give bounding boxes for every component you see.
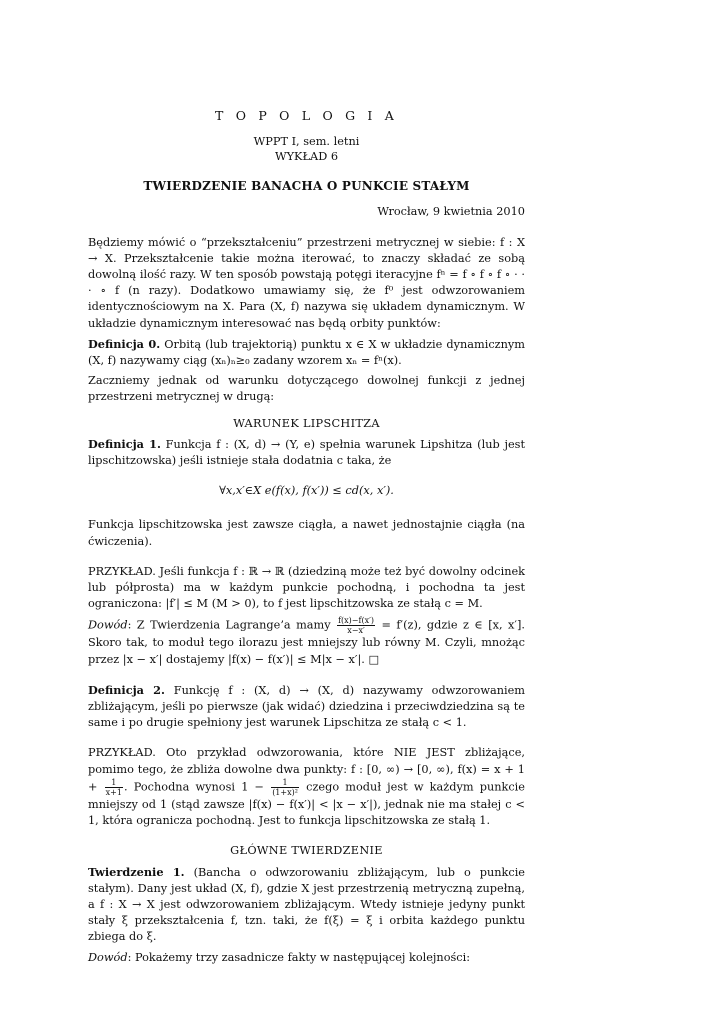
intro-paragraph: Będziemy mówić o “przekształceniu” przestrzeni metrycznej w siebie: f : X → X. Przekształcenie takie można iterować, to znaczy składać ze sobą dowolną ilość razy. W ten sposób powstają potęgi iteracyjne fⁿ = f ∘ f ∘ f ∘ · · · ∘ f (n razy). Dodatkowo umawiamy się, że f⁰ jest odwzorowaniem identycznościowym na X. Para (X, f) nazywa się układem dynamicznym. W układzie dynamicznym interesować nas będą orbity punktów: — [88, 235, 525, 330]
section-heading-lipschitz: WARUNEK LIPSCHITZA — [233, 416, 380, 430]
fraction-numerator: 1 — [271, 778, 299, 788]
proof-2-label: Dowód — [88, 950, 128, 964]
section-heading-main-theorem: GŁÓWNE TWIERDZENIE — [230, 844, 383, 858]
example-2 — [88, 745, 525, 829]
proof-2-text: : Pokażemy trzy zasadnicze fakty w następującej kolejności: — [127, 950, 471, 964]
example-1: PRZYKŁAD. Jeśli funkcja f : ℝ → ℝ (dziedziną może też być dowolny odcinek lub półprosta) ma w każdym punkcie pochodną, i pochodna ta jest ograniczona: |f′| ≤ M (M > 0), to f jest lipschitzowska ze stałą c = M. — [88, 564, 525, 611]
theorem-1 — [88, 864, 525, 946]
fraction-numerator: 1 — [105, 778, 123, 788]
course-info: WPPT I, sem. letni — [253, 135, 360, 149]
proof-2 — [88, 950, 525, 966]
lecture-date: Wrocław, 9 kwietnia 2010 — [377, 205, 525, 219]
definition-2-text: Funkcję f : (X, d) → (X, d) nazywamy odwzorowaniem zbliżającym, jeśli po pierwsze (jak widać) dziedzina i przeciwdziedzina są te same i po drugie spełniony jest warunek Lipschitza ze stałą c < 1. — [88, 683, 526, 730]
course-title: T O P O L O G I A — [215, 108, 398, 123]
proof-1-text-b: = f′(z), gdzie z ∈ [x, x′]. Skoro tak, to moduł tego ilorazu jest mniejszy lub równy M. Czyli, mnożąc przez |x − x′| dostajemy |f(x) − f(x′)| ≤ M|x − x′|. □ — [88, 618, 525, 666]
fraction-derivative-term — [271, 778, 299, 797]
definition-1-text: Funkcja f : (X, d) → (Y, e) spełnia warunek Lipshitza (lub jest lipschitzowska) jeśli istnieje stała dodatnia c taka, że — [88, 437, 525, 468]
transition-paragraph: Zaczniemy jednak od warunku dotyczącego dowolnej funkcji z jednej przestrzeni metrycznej w drugą: — [88, 374, 525, 404]
fraction-denominator: x−x′ — [347, 626, 365, 636]
lecture-main-title: TWIERDZENIE BANACHA O PUNKCIE STAŁYM — [143, 179, 470, 194]
example-2-text-a: PRZYKŁAD. Oto przykład odwzorowania, które NIE JEST zbliżające, pomimo tego, że zbliża dowolne dwa punkty: f : [0, ∞) → [0, ∞), f(x) = x + 1 + — [88, 746, 525, 794]
lipschitz-continuity-note: Funkcja lipschitzowska jest zawsze ciągła, a nawet jednostajnie ciągła (na ćwiczenia). — [88, 518, 525, 548]
difference-quotient-fraction — [337, 616, 375, 635]
fraction-numerator: f(x)−f(x′) — [338, 616, 375, 626]
definition-0-label: Definicja 0. — [88, 336, 161, 351]
lipschitz-formula: ∀x,x′∈X e(f(x), f(x′)) ≤ cd(x, x′). — [219, 484, 394, 498]
definition-1-label: Definicja 1. — [88, 436, 161, 451]
definition-0 — [88, 336, 525, 369]
definition-1 — [88, 436, 525, 469]
fraction-one-over-x-plus-one — [105, 778, 123, 797]
example-2-text-c: czego moduł jest w każdym punkcie mniejszy od 1 (stąd zawsze |f(x) − f(x′)| < |x − x′|), jednak nie ma stałej c < 1, która ogranicza pochodną. Jest to funkcja lipschitzowska ze stałą 1. — [88, 780, 525, 828]
definition-2-label: Definicja 2. — [88, 682, 165, 697]
proof-1 — [88, 616, 525, 667]
theorem-1-text: (Bancha o odwzorowaniu zbliżającym, lub o punkcie stałym). Dany jest układ (X, f), gdzie X jest przestrzenią metryczną zupełną, a f : X → X jest odwzorowaniem zbliżającym. Wtedy istnieje jedyny punkt stały ξ przekształcenia f, tzn. taki, że f(ξ) = ξ i orbita każdego punktu zbiega do ξ. — [88, 865, 525, 944]
fraction-denominator: x+1 — [105, 787, 122, 797]
proof-1-label: Dowód — [88, 618, 128, 632]
fraction-denominator: (1+x)² — [272, 787, 298, 797]
lecture-number: WYKŁAD 6 — [274, 150, 339, 164]
theorem-1-label: Twierdzenie 1. — [88, 864, 185, 879]
example-2-text-b: . Pochodna wynosi 1 − — [123, 780, 265, 794]
definition-2 — [88, 682, 525, 732]
proof-1-text-a: : Z Twierdzenia Lagrange’a mamy — [127, 618, 331, 632]
lecture-page — [88, 108, 525, 970]
definition-0-text: Orbitą (lub trajektorią) punktu x ∈ X w układzie dynamicznym (X, f) nazywamy ciąg (xₙ)ₙ≥₀ zadany wzorem xₙ = fⁿ(x). — [88, 337, 526, 368]
